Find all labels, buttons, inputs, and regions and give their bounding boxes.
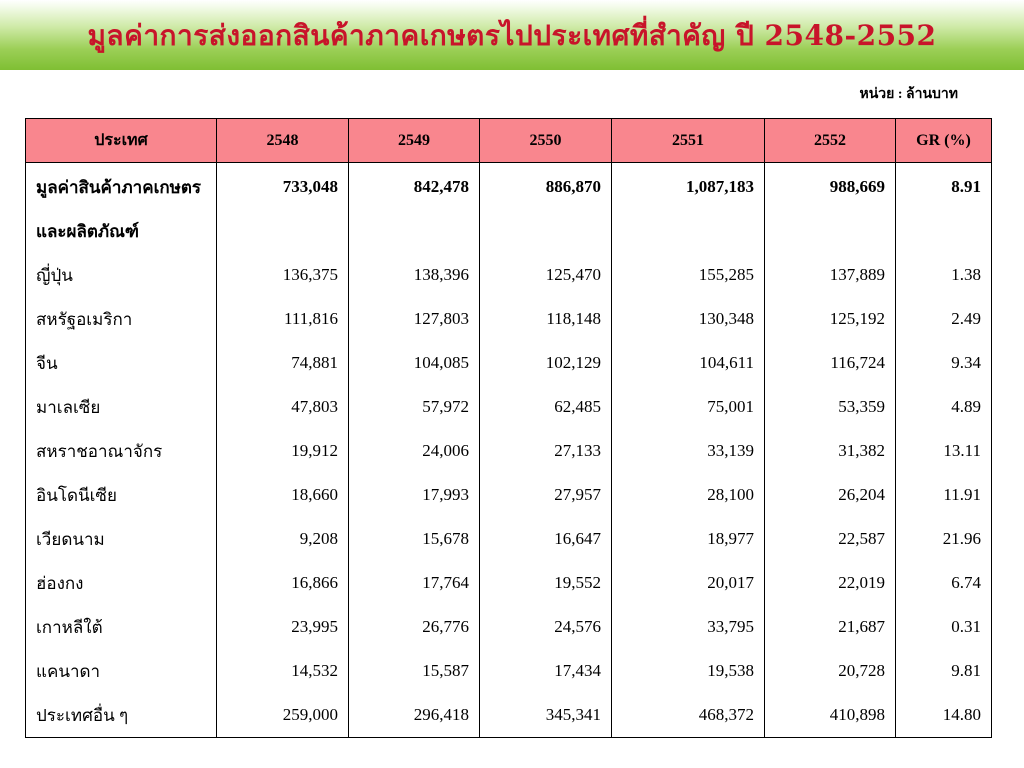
table-row [26,693,992,738]
value-cell: 127,803 [349,297,480,341]
value-cell: 11.91 [896,473,992,517]
value-cell: 14,532 [217,649,349,693]
value-cell: 104,085 [349,341,480,385]
header-2551: 2551 [612,119,765,163]
value-cell: 155,285 [612,253,765,297]
page-title: มูลค่าการส่งออกสินค้าภาคเกษตรไปประเทศที่สำคัญ ปี 2548-2552 [87,19,937,52]
value-cell: 75,001 [612,385,765,429]
country-name: เกาหลีใต้ [26,605,217,649]
total-name-line2: และผลิตภัณฑ์ [26,209,217,253]
value-cell: 33,795 [612,605,765,649]
value-cell: 22,587 [765,517,896,561]
unit-label: หน่วย : ล้านบาท [859,87,958,102]
empty-cell [349,209,480,253]
value-cell: 26,776 [349,605,480,649]
value-cell: 21,687 [765,605,896,649]
value-cell: 0.31 [896,605,992,649]
value-cell: 4.89 [896,385,992,429]
total-cell: 842,478 [349,163,480,210]
country-name: อินโดนีเซีย [26,473,217,517]
value-cell: 17,764 [349,561,480,605]
value-cell: 410,898 [765,693,896,738]
country-name: มาเลเซีย [26,385,217,429]
table-row [26,473,992,517]
country-name: แคนาดา [26,649,217,693]
value-cell: 130,348 [612,297,765,341]
value-cell: 18,977 [612,517,765,561]
table-row [26,341,992,385]
value-cell: 1.38 [896,253,992,297]
header-country: ประเทศ [26,119,217,163]
value-cell: 15,678 [349,517,480,561]
table-row [26,649,992,693]
value-cell: 16,866 [217,561,349,605]
export-table [25,118,992,738]
table-row [26,605,992,649]
value-cell: 116,724 [765,341,896,385]
value-cell: 137,889 [765,253,896,297]
table-row [26,297,992,341]
country-name: ฮ่องกง [26,561,217,605]
value-cell: 27,133 [480,429,612,473]
table-row [26,385,992,429]
value-cell: 102,129 [480,341,612,385]
header-2552: 2552 [765,119,896,163]
value-cell: 26,204 [765,473,896,517]
value-cell: 21.96 [896,517,992,561]
value-cell: 15,587 [349,649,480,693]
value-cell: 13.11 [896,429,992,473]
table-header-row [26,119,992,163]
value-cell: 296,418 [349,693,480,738]
value-cell: 20,728 [765,649,896,693]
value-cell: 17,434 [480,649,612,693]
value-cell: 24,006 [349,429,480,473]
value-cell: 6.74 [896,561,992,605]
value-cell: 19,552 [480,561,612,605]
value-cell: 28,100 [612,473,765,517]
value-cell: 138,396 [349,253,480,297]
value-cell: 125,192 [765,297,896,341]
value-cell: 118,148 [480,297,612,341]
value-cell: 125,470 [480,253,612,297]
value-cell: 9,208 [217,517,349,561]
value-cell: 53,359 [765,385,896,429]
empty-cell [480,209,612,253]
value-cell: 14.80 [896,693,992,738]
value-cell: 24,576 [480,605,612,649]
empty-cell [612,209,765,253]
value-cell: 136,375 [217,253,349,297]
value-cell: 259,000 [217,693,349,738]
value-cell: 62,485 [480,385,612,429]
value-cell: 16,647 [480,517,612,561]
value-cell: 104,611 [612,341,765,385]
country-name: ญี่ปุ่น [26,253,217,297]
value-cell: 18,660 [217,473,349,517]
value-cell: 33,139 [612,429,765,473]
value-cell: 20,017 [612,561,765,605]
total-cell: 988,669 [765,163,896,210]
value-cell: 22,019 [765,561,896,605]
total-cell: 886,870 [480,163,612,210]
value-cell: 9.81 [896,649,992,693]
empty-cell [896,209,992,253]
value-cell: 74,881 [217,341,349,385]
value-cell: 31,382 [765,429,896,473]
value-cell: 9.34 [896,341,992,385]
total-cell: 733,048 [217,163,349,210]
country-name: ประเทศอื่น ๆ [26,693,217,738]
value-cell: 19,912 [217,429,349,473]
country-name: สหราชอาณาจักร [26,429,217,473]
country-name: จีน [26,341,217,385]
table-row [26,429,992,473]
value-cell: 345,341 [480,693,612,738]
table-row [26,517,992,561]
header-growth-rate: GR (%) [896,119,992,163]
value-cell: 17,993 [349,473,480,517]
total-row [26,163,992,210]
empty-cell [765,209,896,253]
value-cell: 2.49 [896,297,992,341]
value-cell: 57,972 [349,385,480,429]
value-cell: 23,995 [217,605,349,649]
header-2548: 2548 [217,119,349,163]
total-row-continued [26,209,992,253]
country-name: เวียดนาม [26,517,217,561]
empty-cell [217,209,349,253]
value-cell: 27,957 [480,473,612,517]
total-cell: 1,087,183 [612,163,765,210]
country-name: สหรัฐอเมริกา [26,297,217,341]
header-2550: 2550 [480,119,612,163]
total-cell: 8.91 [896,163,992,210]
total-name-line1: มูลค่าสินค้าภาคเกษตร [26,163,217,210]
value-cell: 47,803 [217,385,349,429]
table-row [26,561,992,605]
value-cell: 468,372 [612,693,765,738]
value-cell: 19,538 [612,649,765,693]
header-2549: 2549 [349,119,480,163]
table-row [26,253,992,297]
value-cell: 111,816 [217,297,349,341]
